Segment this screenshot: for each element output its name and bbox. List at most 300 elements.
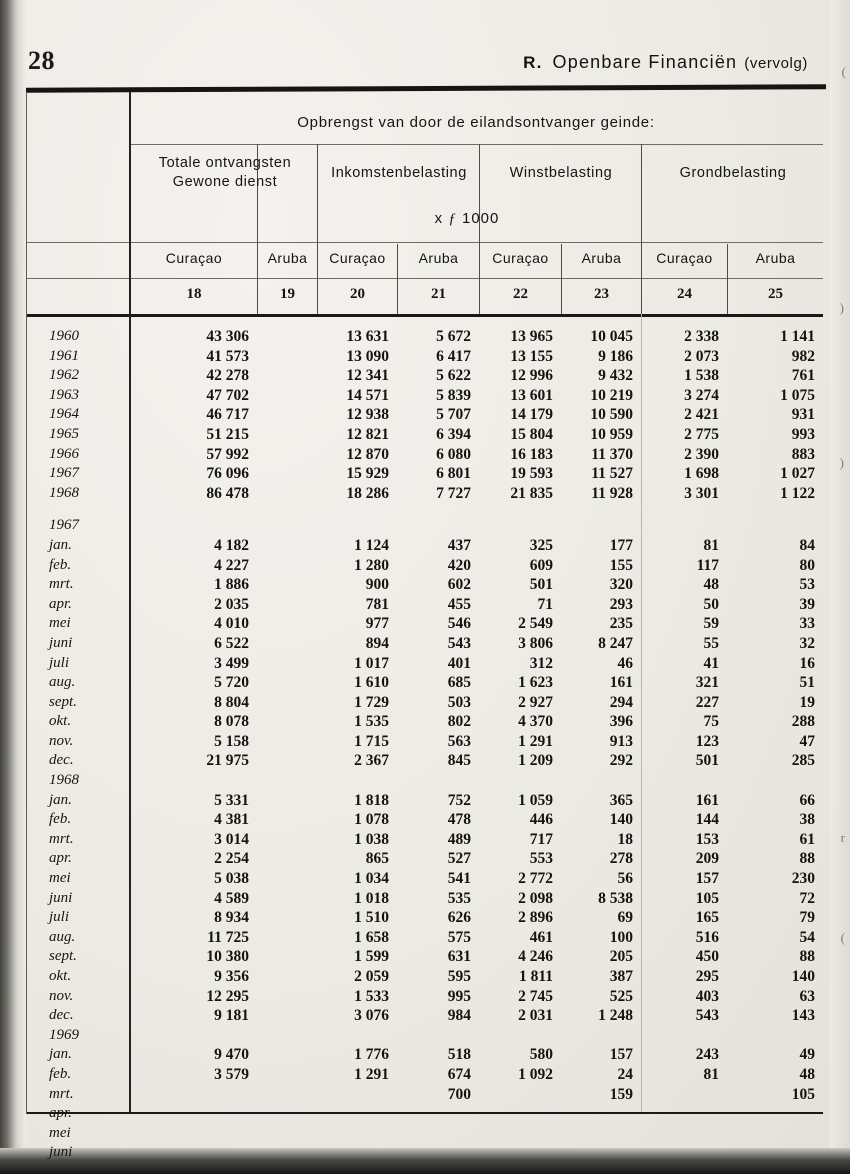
table-cell: 6 080: [436, 445, 471, 463]
row-label: 1969: [49, 1026, 79, 1043]
table-cell: 21 835: [510, 484, 553, 502]
row-label: dec.: [49, 752, 74, 769]
table-cell: 4 227: [214, 556, 249, 574]
table-row: [27, 948, 823, 968]
table-cell: 1 017: [354, 654, 389, 672]
table-cell: 4 246: [518, 948, 553, 966]
table-cell: 2 338: [684, 328, 719, 345]
row-label: juni: [49, 1144, 73, 1161]
island-header-21: Aruba: [418, 250, 459, 266]
row-label: 1968: [49, 772, 79, 789]
table-cell: 321: [695, 674, 719, 692]
row-label: okt.: [49, 713, 72, 730]
row-label: 1962: [49, 367, 79, 384]
group4-line1: Grondbelasting: [679, 165, 787, 181]
table-cell: 1 141: [780, 328, 815, 345]
table-cell: 1 599: [354, 948, 389, 966]
table-cell: 518: [447, 1046, 471, 1064]
table-cell: 48: [703, 576, 719, 594]
table-cell: 6 522: [214, 634, 249, 652]
edge-mark-1: (: [841, 64, 846, 79]
row-label: okt.: [49, 968, 72, 984]
column-number-18: 18: [186, 286, 202, 302]
table-row: [27, 909, 823, 929]
table-row: [27, 387, 823, 407]
section-note: (vervolg): [744, 55, 808, 72]
row-label: nov.: [49, 987, 74, 1004]
table-cell: 437: [447, 536, 471, 554]
column-number-22: 22: [513, 286, 528, 302]
table-row: [27, 557, 823, 577]
table-cell: 19 593: [510, 465, 553, 483]
row-label: sept.: [49, 693, 77, 710]
binding-gutter-inner: [16, 0, 26, 1174]
table-cell: 177: [609, 536, 633, 554]
table-cell: 105: [791, 1085, 815, 1103]
table-cell: 3 579: [214, 1065, 249, 1083]
table-cell: 13 601: [510, 386, 553, 404]
table-cell: 2 035: [214, 595, 249, 613]
table-row: [27, 1027, 823, 1047]
row-label: jan.: [49, 791, 72, 808]
table-cell: 4 010: [214, 615, 249, 633]
table-cell: 993: [791, 425, 815, 443]
table-cell: 1 018: [354, 889, 389, 907]
table-cell: 10 959: [590, 425, 633, 443]
unit-currency-symbol: ƒ: [448, 211, 457, 227]
table-cell: 580: [529, 1046, 553, 1064]
row-label: mrt.: [49, 1085, 74, 1102]
column-number-19: 19: [280, 286, 295, 302]
table-cell: 2 254: [214, 850, 249, 868]
table-row: [27, 1066, 823, 1086]
table-cell: 46: [617, 654, 633, 672]
group1-line2: Gewone dienst: [172, 174, 278, 190]
row-label: apr.: [49, 850, 72, 867]
row-label: sept.: [49, 948, 77, 965]
table-row: [27, 635, 823, 655]
table-cell: 1 533: [354, 987, 389, 1005]
column-number-20: 20: [350, 286, 365, 302]
table-cell: 1 075: [780, 386, 815, 404]
table-cell: 278: [609, 850, 633, 868]
table-cell: 6 417: [436, 347, 471, 365]
table-row: [27, 1105, 823, 1125]
table-cell: 38: [799, 811, 815, 829]
table-cell: 931: [791, 406, 815, 424]
table-cell: 21 975: [206, 752, 249, 770]
table-cell: 33: [799, 615, 815, 633]
table-cell: 2 367: [354, 752, 389, 770]
table-cell: 1 078: [354, 811, 389, 829]
table-cell: 11 527: [591, 465, 633, 483]
table-row: [27, 713, 823, 733]
table-row: [27, 752, 823, 772]
table-cell: 10 219: [590, 386, 633, 404]
table-cell: 752: [447, 791, 471, 809]
statistics-table: [26, 92, 822, 1161]
table-row: [27, 870, 823, 890]
table-cell: 32: [799, 634, 815, 652]
table-row: [27, 694, 823, 714]
table-cell: 3 076: [354, 1007, 389, 1025]
table-cell: 396: [609, 713, 633, 731]
unit-prefix: x: [434, 210, 444, 227]
table-cell: 8 078: [214, 713, 249, 731]
table-cell: 626: [447, 909, 471, 927]
table-cell: 1 715: [354, 732, 389, 750]
table-cell: 2 098: [518, 889, 553, 907]
table-cell: 3 499: [214, 654, 249, 672]
table-cell: 75: [703, 713, 719, 731]
table-cell: 79: [799, 909, 815, 927]
table-row: [27, 328, 823, 348]
table-cell: 403: [695, 987, 719, 1005]
table-cell: 15 804: [510, 425, 553, 443]
table-cell: 12 870: [346, 445, 389, 463]
table-cell: 501: [529, 576, 553, 594]
table-cell: 140: [791, 968, 815, 985]
table-cell: 6 394: [436, 425, 471, 443]
table-row: [27, 537, 823, 557]
table-cell: 501: [695, 752, 719, 770]
table-cell: 401: [447, 654, 471, 672]
table-cell: 56: [617, 870, 633, 888]
table-cell: 845: [447, 752, 471, 770]
table-cell: 1 280: [354, 556, 389, 574]
edge-mark-3: ): [839, 455, 844, 470]
island-header-18: Curaçao: [165, 250, 223, 266]
table-cell: 1 658: [354, 928, 389, 946]
table-row: [27, 504, 823, 517]
section-title: [523, 52, 808, 73]
table-cell: 631: [447, 948, 471, 966]
table-row: [27, 576, 823, 596]
table-cell: 1 776: [354, 1046, 389, 1064]
table-cell: 4 381: [214, 811, 249, 829]
table-cell: 9 186: [598, 347, 633, 365]
table-cell: 761: [791, 367, 815, 385]
table-cell: 1 535: [354, 713, 389, 731]
table-row: [27, 426, 823, 446]
table-cell: 12 938: [346, 406, 389, 424]
row-label: juni: [49, 634, 73, 651]
table-cell: 243: [695, 1046, 719, 1064]
column-number-21: 21: [431, 286, 446, 302]
table-cell: 365: [609, 791, 633, 809]
table-cell: 1 038: [354, 830, 389, 848]
table-cell: 2 927: [518, 693, 553, 711]
table-cell: 546: [447, 615, 471, 633]
table-cell: 883: [791, 445, 815, 463]
table-cell: 489: [447, 830, 471, 848]
table-cell: 19: [799, 693, 815, 711]
table-cell: 8 934: [214, 909, 249, 927]
table-cell: 543: [695, 1007, 719, 1025]
table-row: [27, 1125, 823, 1145]
table-row: [27, 596, 823, 616]
table-cell: 9 181: [214, 1007, 249, 1025]
table-cell: 984: [447, 1007, 471, 1025]
table-row: [27, 772, 823, 792]
table-cell: 153: [695, 830, 719, 848]
table-body: [27, 328, 823, 1164]
table-cell: 1 124: [354, 536, 389, 554]
group3-line1: Winstbelasting: [509, 165, 613, 181]
table-cell: 18: [617, 830, 633, 848]
table-cell: 1 291: [354, 1065, 389, 1083]
table-cell: 51: [799, 674, 815, 692]
table-row: [27, 674, 823, 694]
table-cell: 11 725: [207, 928, 249, 946]
table-cell: 161: [609, 674, 633, 692]
row-label: 1966: [49, 445, 79, 462]
table-cell: 5 672: [436, 328, 471, 345]
table-cell: 14 571: [346, 386, 389, 404]
table-row: [27, 406, 823, 426]
page-number: 28: [28, 46, 55, 75]
table-cell: 450: [695, 948, 719, 966]
table-cell: 8 538: [598, 889, 633, 907]
table-cell: 159: [609, 1085, 633, 1103]
table-cell: 1 291: [518, 732, 553, 750]
table-cell: 9 470: [214, 1046, 249, 1064]
table-cell: 41: [703, 654, 719, 672]
island-header-24: Curaçao: [656, 250, 713, 266]
group-header-inkomstenbelasting: [319, 164, 479, 183]
table-cell: 161: [695, 791, 719, 809]
column-number-23: 23: [594, 286, 609, 302]
island-header-19: Aruba: [267, 250, 308, 266]
table-cell: 53: [799, 576, 815, 594]
table-cell: 5 707: [436, 406, 471, 424]
table-cell: 1 510: [354, 909, 389, 927]
table-cell: 541: [447, 870, 471, 888]
table-cell: 2 772: [518, 870, 553, 888]
table-row: [27, 890, 823, 910]
table-cell: 13 090: [346, 347, 389, 365]
table-row: [27, 811, 823, 831]
unit-label: [357, 210, 577, 228]
table-cell: 88: [799, 850, 815, 868]
table-row: [27, 968, 823, 988]
table-cell: 516: [695, 928, 719, 946]
page-header: [0, 46, 850, 88]
table-cell: 1 034: [354, 870, 389, 888]
row-label: aug.: [49, 674, 76, 691]
table-cell: 71: [537, 595, 553, 613]
table-cell: 39: [799, 595, 815, 613]
table-cell: 84: [799, 536, 815, 554]
table-cell: 387: [609, 968, 633, 985]
table-cell: 461: [529, 928, 553, 946]
table-cell: 12 996: [510, 367, 553, 385]
island-header-25: Aruba: [755, 250, 796, 266]
island-header-23: Aruba: [581, 250, 622, 266]
table-cell: 11 928: [591, 484, 633, 502]
table-row: [27, 1007, 823, 1027]
table-cell: 69: [617, 909, 633, 927]
table-cell: 123: [695, 732, 719, 750]
row-label: mrt.: [49, 576, 74, 593]
table-cell: 1 886: [214, 576, 249, 594]
table-row: [27, 831, 823, 851]
table-row: [27, 615, 823, 635]
table-cell: 1 027: [780, 465, 815, 483]
table-cell: 12 821: [346, 425, 389, 443]
table-cell: 88: [799, 948, 815, 966]
row-label: juli: [49, 909, 70, 926]
table-cell: 1 729: [354, 693, 389, 711]
row-label: 1965: [49, 425, 79, 442]
row-label: jan.: [49, 1046, 72, 1063]
table-cell: 1 610: [354, 674, 389, 692]
table-cell: 205: [609, 948, 633, 966]
row-label: feb.: [49, 811, 72, 828]
table-cell: 543: [447, 634, 471, 652]
head-rule-bottom: [27, 314, 823, 317]
table-cell: 117: [696, 556, 719, 574]
row-label: mei: [49, 870, 71, 887]
table-cell: 288: [791, 713, 815, 731]
row-label: 1967: [49, 465, 79, 482]
table-row: [27, 988, 823, 1008]
table-cell: 8 247: [598, 634, 633, 652]
table-cell: 7 727: [436, 484, 471, 502]
table-cell: 57 992: [206, 445, 249, 463]
row-label: jan.: [49, 536, 72, 553]
table-cell: 230: [791, 870, 815, 888]
table-cell: 674: [447, 1065, 471, 1083]
table-cell: 446: [529, 811, 553, 829]
table-cell: 553: [529, 850, 553, 868]
column-number-25: 25: [768, 286, 783, 302]
table-cell: 295: [695, 968, 719, 985]
table-cell: 4 182: [214, 536, 249, 554]
table-cell: 165: [695, 909, 719, 927]
table-cell: 2 745: [518, 987, 553, 1005]
section-title-text: Openbare Financiën: [552, 52, 738, 72]
table-cell: 609: [529, 556, 553, 574]
table-cell: 1 209: [518, 752, 553, 770]
table-cell: 2 390: [684, 445, 719, 463]
row-label: 1968: [49, 484, 79, 501]
table-cell: 11 370: [591, 445, 633, 463]
column-number-24: 24: [677, 286, 692, 302]
island-header-22: Curaçao: [492, 250, 549, 266]
table-cell: 478: [447, 811, 471, 829]
table-cell: 140: [609, 811, 633, 829]
table-cell: 802: [447, 713, 471, 731]
table-cell: 48: [799, 1065, 815, 1083]
table-cell: 527: [447, 850, 471, 868]
head-rule-1: [131, 144, 823, 145]
table-cell: 10 380: [206, 948, 249, 966]
table-cell: 105: [695, 889, 719, 907]
table-cell: 865: [365, 850, 389, 868]
table-cell: 209: [695, 850, 719, 868]
table-cell: 2 421: [684, 406, 719, 424]
table-row: [27, 1086, 823, 1106]
table-row: [27, 517, 823, 537]
table-cell: 16: [799, 654, 815, 672]
table-cell: 157: [695, 870, 719, 888]
table-cell: 995: [447, 987, 471, 1005]
table-cell: 5 331: [214, 791, 249, 809]
row-label: mei: [49, 1124, 71, 1141]
table-cell: 563: [447, 732, 471, 750]
table-cell: 2 775: [684, 425, 719, 443]
table-cell: 977: [365, 615, 389, 633]
table-cell: 700: [447, 1085, 471, 1103]
table-cell: 157: [609, 1046, 633, 1064]
row-label: dec.: [49, 1007, 74, 1024]
table-cell: 80: [799, 556, 815, 574]
table-cell: 41 573: [206, 347, 249, 365]
row-label: nov.: [49, 732, 74, 749]
table-cell: 13 155: [510, 347, 553, 365]
table-cell: 12 341: [346, 367, 389, 385]
table-cell: 8 804: [214, 693, 249, 711]
table-cell: 575: [447, 928, 471, 946]
table-cell: 5 158: [214, 732, 249, 750]
edge-mark-2: ): [839, 300, 844, 315]
table-cell: 3 806: [518, 634, 553, 652]
row-label: 1967: [49, 517, 79, 534]
table-cell: 49: [799, 1046, 815, 1064]
row-label: mei: [49, 615, 71, 632]
table-cell: 293: [609, 595, 633, 613]
table-cell: 1 818: [354, 791, 389, 809]
table-cell: 325: [529, 536, 553, 554]
edge-mark-5: (: [840, 930, 845, 945]
table-cell: 10 045: [590, 328, 633, 345]
table-cell: 2 549: [518, 615, 553, 633]
table-cell: 59: [703, 615, 719, 633]
table-cell: 47 702: [206, 386, 249, 404]
row-label: 1961: [49, 347, 79, 364]
table-row: [27, 348, 823, 368]
table-cell: 61: [799, 830, 815, 848]
table-cell: 86 478: [206, 484, 249, 502]
table-cell: 55: [703, 634, 719, 652]
table-row: [27, 733, 823, 753]
table-cell: 913: [609, 732, 633, 750]
table-cell: 1 623: [518, 674, 553, 692]
table-cell: 81: [703, 536, 719, 554]
table-cell: 144: [695, 811, 719, 829]
table-cell: 15 929: [346, 465, 389, 483]
table-cell: 5 622: [436, 367, 471, 385]
table-cell: 18 286: [346, 484, 389, 502]
table-cell: 3 301: [684, 484, 719, 502]
table-cell: 1 538: [684, 367, 719, 385]
table-cell: 894: [365, 634, 389, 652]
unit-value: 1000: [461, 210, 500, 227]
table-cell: 5 038: [214, 870, 249, 888]
table-cell: 72: [799, 889, 815, 907]
table-row: [27, 792, 823, 812]
table-cell: 1 248: [598, 1007, 633, 1025]
row-label: feb.: [49, 1065, 72, 1082]
edge-mark-4: r: [840, 830, 845, 845]
table-row: [27, 1144, 823, 1164]
table-cell: 535: [447, 889, 471, 907]
row-label: aug.: [49, 928, 76, 945]
table-cell: 292: [609, 752, 633, 770]
table-cell: 4 589: [214, 889, 249, 907]
table-cell: 100: [609, 928, 633, 946]
